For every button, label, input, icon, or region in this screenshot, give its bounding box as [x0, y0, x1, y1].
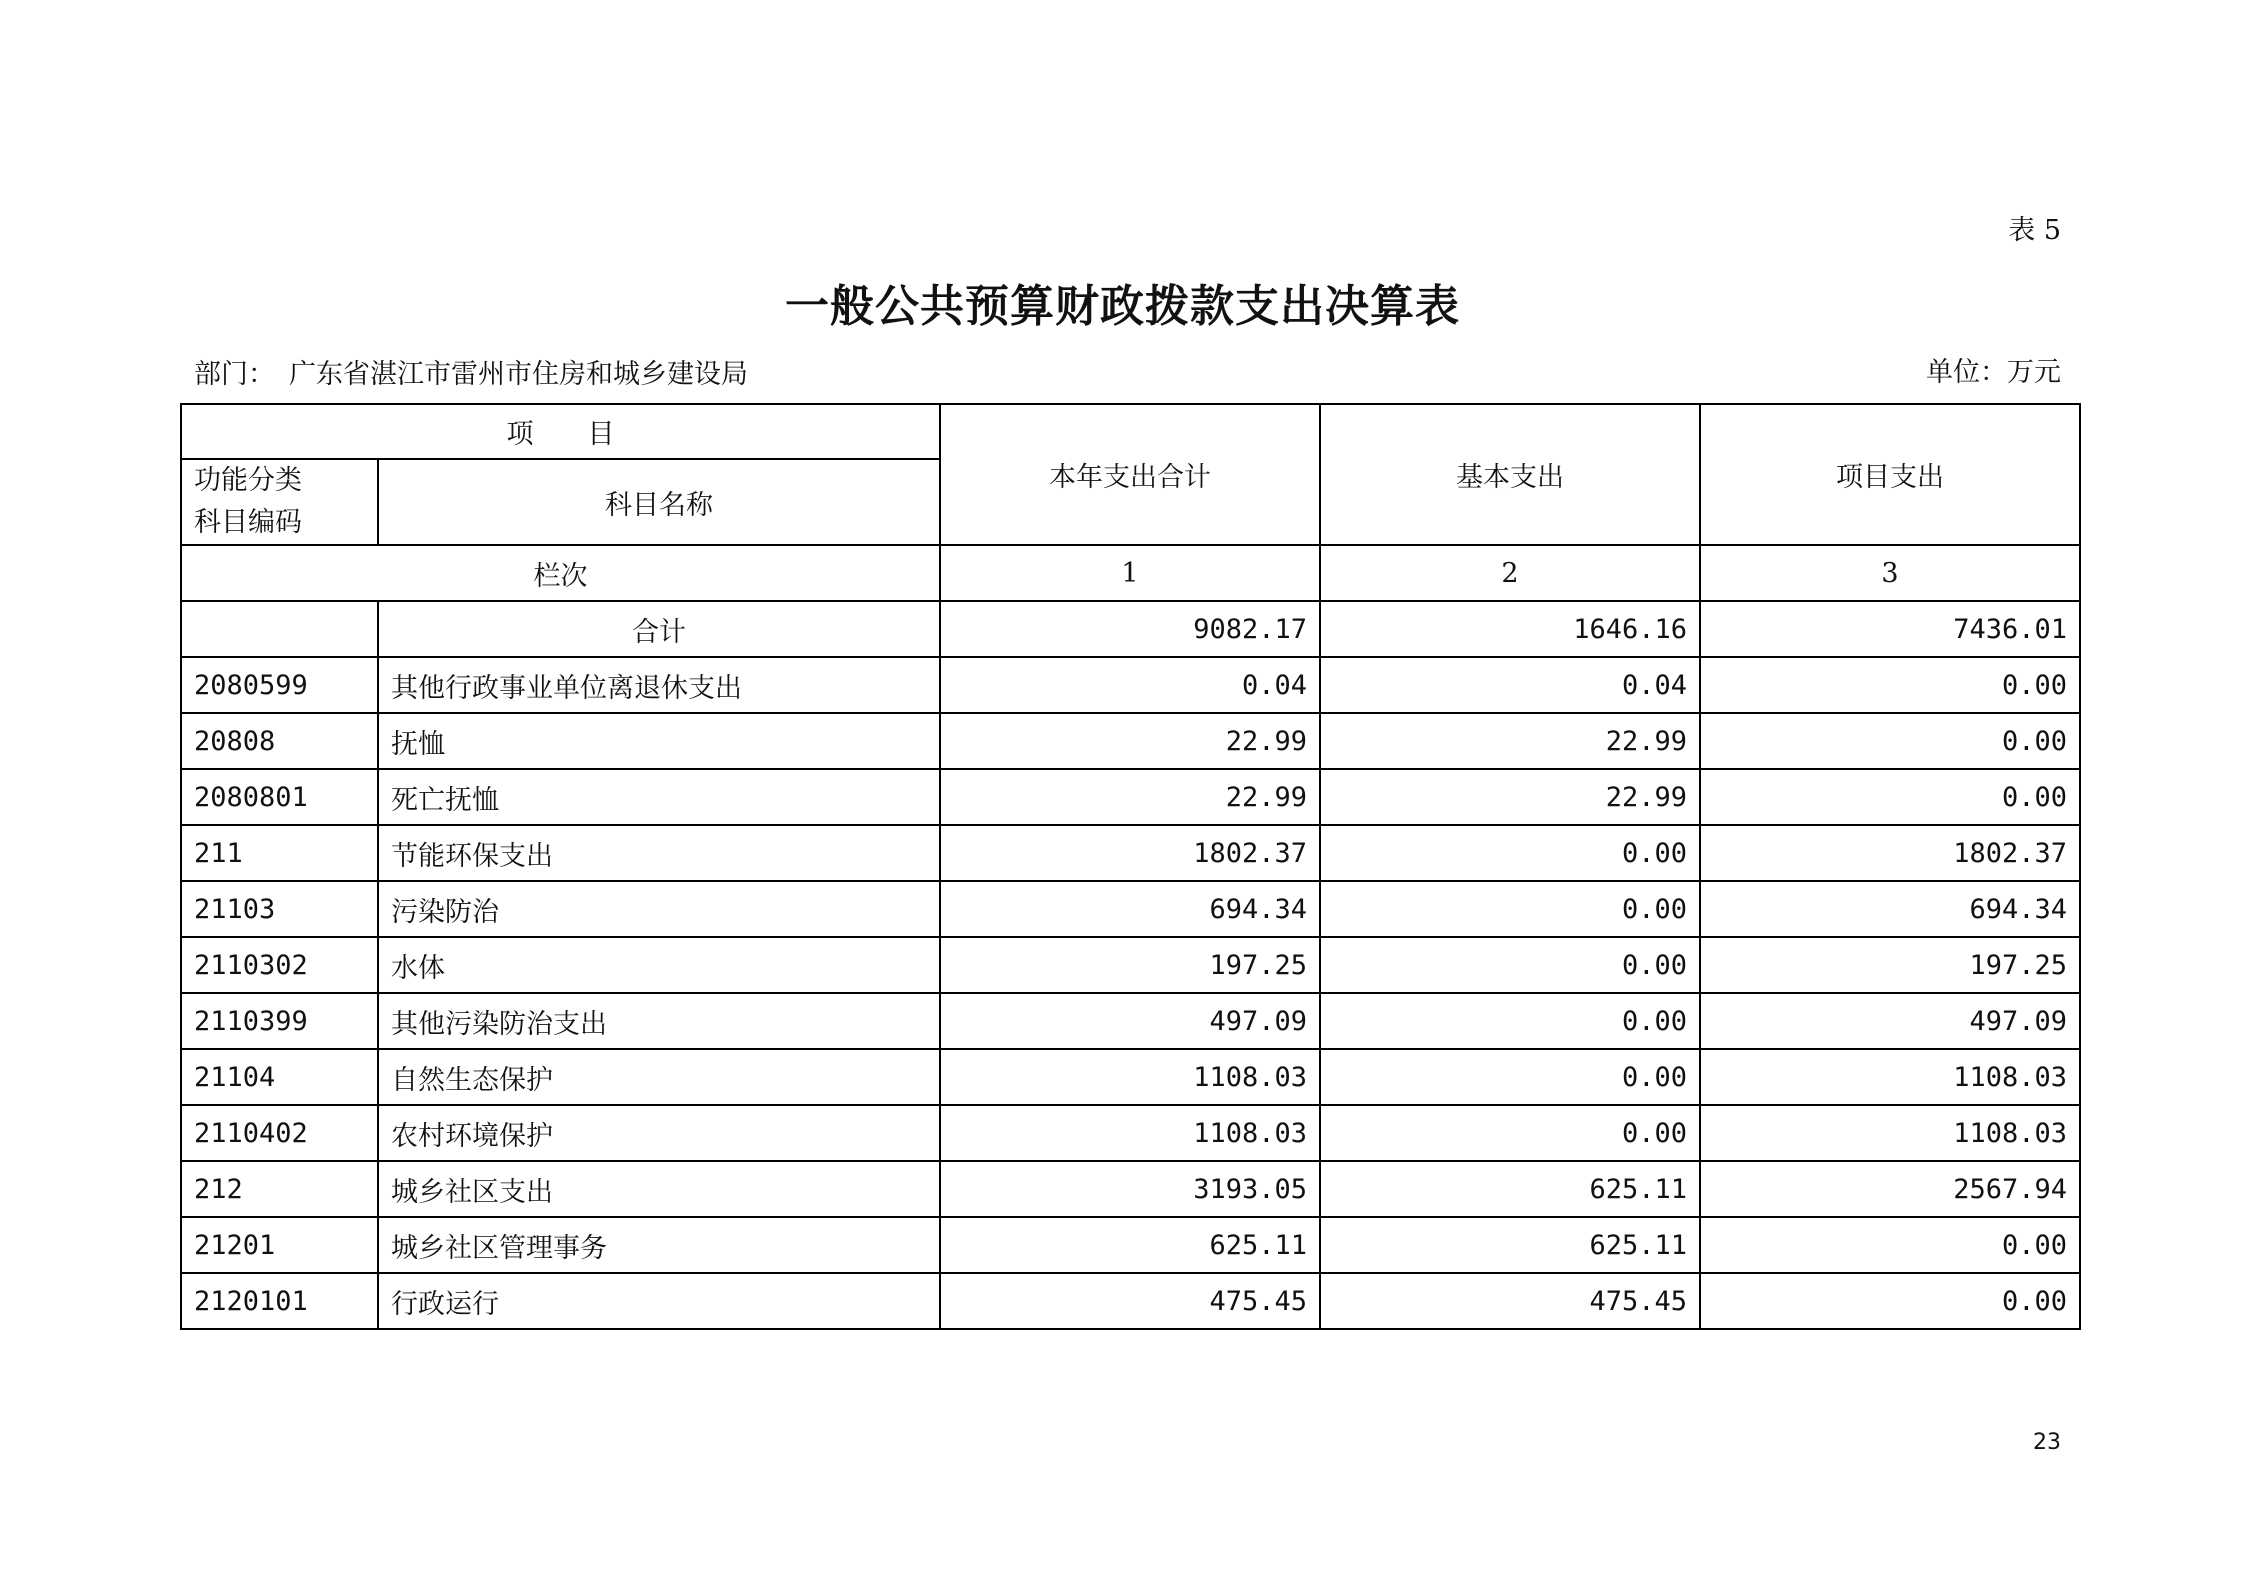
table-row — [181, 1105, 2080, 1161]
row-name: 水体 — [378, 937, 940, 993]
unit-label: 单位：万元 — [1926, 357, 2061, 388]
row-item: 197.25 — [1700, 937, 2080, 993]
header-project: 项 目 — [181, 404, 940, 459]
row-item: 0.00 — [1700, 713, 2080, 769]
page-number: 23 — [2033, 1430, 2061, 1455]
row-code: 2110302 — [181, 937, 378, 993]
row-item: 0.00 — [1700, 1217, 2080, 1273]
row-basic: 475.45 — [1320, 1273, 1700, 1329]
row-code: 2080599 — [181, 657, 378, 713]
row-basic: 0.00 — [1320, 881, 1700, 937]
row-total: 694.34 — [940, 881, 1320, 937]
table-row — [181, 1161, 2080, 1217]
header-seq-1: 1 — [940, 545, 1320, 601]
row-basic: 22.99 — [1320, 769, 1700, 825]
row-code: 2110402 — [181, 1105, 378, 1161]
row-basic: 0.00 — [1320, 993, 1700, 1049]
row-name: 其他行政事业单位离退休支出 — [378, 657, 940, 713]
department-name: 广东省湛江市雷州市住房和城乡建设局 — [289, 359, 748, 390]
row-code: 21104 — [181, 1049, 378, 1105]
expenditure-table — [180, 403, 2081, 1330]
row-basic: 625.11 — [1320, 1161, 1700, 1217]
row-name: 污染防治 — [378, 881, 940, 937]
table-row — [181, 937, 2080, 993]
table-row — [181, 1273, 2080, 1329]
header-item: 项目支出 — [1700, 404, 2080, 545]
row-name: 行政运行 — [378, 1273, 940, 1329]
total-row — [181, 601, 2080, 657]
row-basic: 0.00 — [1320, 1105, 1700, 1161]
row-total: 475.45 — [940, 1273, 1320, 1329]
row-name: 自然生态保护 — [378, 1049, 940, 1105]
row-total: 3193.05 — [940, 1161, 1320, 1217]
total-item: 7436.01 — [1700, 601, 2080, 657]
row-code: 21201 — [181, 1217, 378, 1273]
row-item: 0.00 — [1700, 769, 2080, 825]
row-total: 1108.03 — [940, 1049, 1320, 1105]
row-name: 农村环境保护 — [378, 1105, 940, 1161]
table-row — [181, 881, 2080, 937]
table-row — [181, 769, 2080, 825]
table-row — [181, 993, 2080, 1049]
department-label: 部门： — [194, 359, 275, 390]
row-name: 其他污染防治支出 — [378, 993, 940, 1049]
header-seq-2: 2 — [1320, 545, 1700, 601]
header-code: 功能分类 科目编码 — [181, 459, 378, 545]
row-code: 21103 — [181, 881, 378, 937]
table-number-label: 表 5 — [2008, 215, 2061, 246]
total-label: 合计 — [378, 601, 940, 657]
row-item: 694.34 — [1700, 881, 2080, 937]
row-name: 城乡社区管理事务 — [378, 1217, 940, 1273]
row-total: 1108.03 — [940, 1105, 1320, 1161]
row-basic: 0.04 — [1320, 657, 1700, 713]
document-title: 一般公共预算财政拨款支出决算表 — [785, 281, 1460, 332]
row-basic: 0.00 — [1320, 937, 1700, 993]
row-code: 212 — [181, 1161, 378, 1217]
row-basic: 22.99 — [1320, 713, 1700, 769]
row-basic: 0.00 — [1320, 825, 1700, 881]
table-row — [181, 713, 2080, 769]
row-item: 497.09 — [1700, 993, 2080, 1049]
header-name: 科目名称 — [378, 459, 940, 545]
row-code: 2110399 — [181, 993, 378, 1049]
row-code: 2120101 — [181, 1273, 378, 1329]
row-total: 1802.37 — [940, 825, 1320, 881]
row-total: 497.09 — [940, 993, 1320, 1049]
header-seq: 栏次 — [181, 545, 940, 601]
row-total: 197.25 — [940, 937, 1320, 993]
department-line — [194, 352, 748, 391]
table-row — [181, 825, 2080, 881]
table-row — [181, 1217, 2080, 1273]
table-row — [181, 1049, 2080, 1105]
row-item: 1108.03 — [1700, 1105, 2080, 1161]
row-total: 22.99 — [940, 769, 1320, 825]
row-name: 抚恤 — [378, 713, 940, 769]
header-basic: 基本支出 — [1320, 404, 1700, 545]
row-total: 0.04 — [940, 657, 1320, 713]
header-seq-3: 3 — [1700, 545, 2080, 601]
total-sum: 9082.17 — [940, 601, 1320, 657]
row-item: 2567.94 — [1700, 1161, 2080, 1217]
row-basic: 0.00 — [1320, 1049, 1700, 1105]
row-code: 2080801 — [181, 769, 378, 825]
row-name: 城乡社区支出 — [378, 1161, 940, 1217]
row-code: 20808 — [181, 713, 378, 769]
row-item: 1108.03 — [1700, 1049, 2080, 1105]
row-basic: 625.11 — [1320, 1217, 1700, 1273]
row-item: 0.00 — [1700, 657, 2080, 713]
row-total: 625.11 — [940, 1217, 1320, 1273]
row-item: 0.00 — [1700, 1273, 2080, 1329]
header-total: 本年支出合计 — [940, 404, 1320, 545]
total-basic: 1646.16 — [1320, 601, 1700, 657]
row-total: 22.99 — [940, 713, 1320, 769]
row-code: 211 — [181, 825, 378, 881]
row-name: 节能环保支出 — [378, 825, 940, 881]
row-item: 1802.37 — [1700, 825, 2080, 881]
total-code — [181, 601, 378, 657]
table-row — [181, 657, 2080, 713]
row-name: 死亡抚恤 — [378, 769, 940, 825]
